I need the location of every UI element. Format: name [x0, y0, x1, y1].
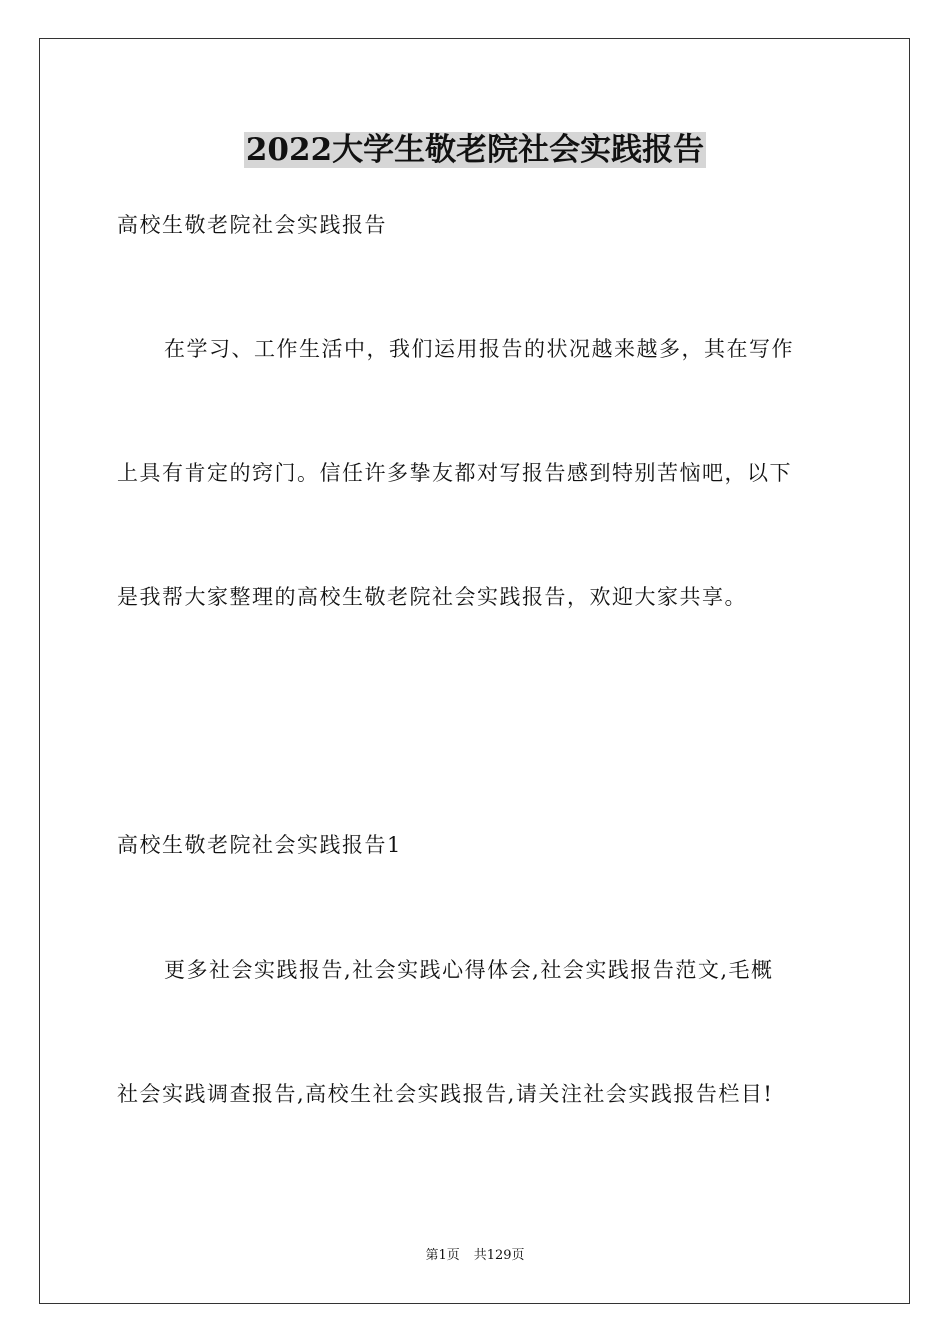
intro-line-3: 是我帮大家整理的高校生敬老院社会实践报告，欢迎大家共享。 — [117, 585, 747, 609]
section-heading: 高校生敬老院社会实践报告1 — [117, 833, 402, 857]
document-heading: 高校生敬老院社会实践报告 — [117, 213, 387, 237]
section-line-2: 社会实践调查报告,高校生社会实践报告,请关注社会实践报告栏目! — [117, 1082, 774, 1106]
document-title — [0, 128, 950, 172]
intro-line-2: 上具有肯定的窍门。信任许多挚友都对写报告感到特别苦恼吧，以下 — [117, 461, 792, 485]
page-footer — [0, 1247, 950, 1265]
document-title-text: 2022大学生敬老院社会实践报告 — [245, 132, 705, 168]
page-number: 第1页 — [425, 1248, 460, 1263]
page-total: 共129页 — [473, 1248, 525, 1263]
intro-line-1: 在学习、工作生活中，我们运用报告的状况越来越多，其在写作 — [164, 337, 794, 361]
section-line-1: 更多社会实践报告,社会实践心得体会,社会实践报告范文,毛概 — [164, 958, 774, 982]
